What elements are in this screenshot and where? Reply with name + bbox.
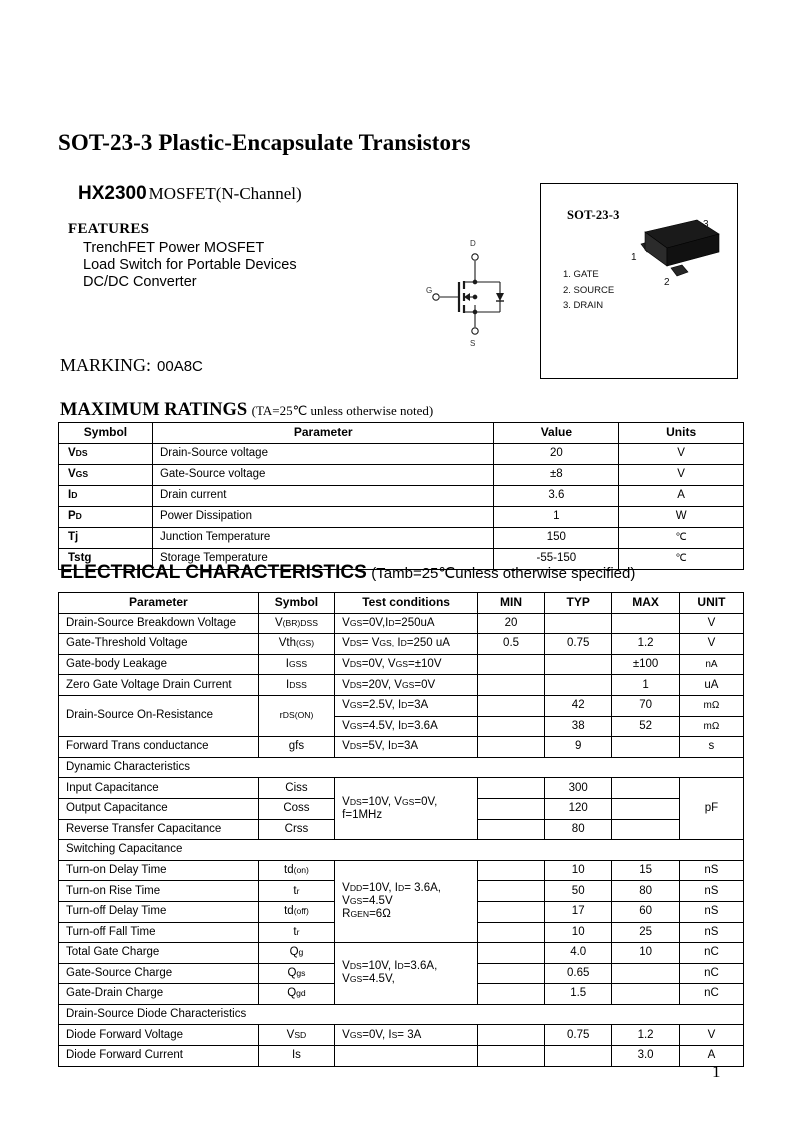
cell-symbol: Ciss bbox=[258, 778, 334, 799]
cell-unit: s bbox=[679, 737, 743, 758]
table-row bbox=[59, 507, 744, 528]
cell-typ bbox=[545, 613, 612, 634]
cell-unit: uA bbox=[679, 675, 743, 696]
cell-units: ℃ bbox=[619, 528, 744, 549]
cell-symbol: PD bbox=[59, 507, 153, 528]
cell-parameter: Gate-Source Charge bbox=[59, 963, 259, 984]
cell-max bbox=[612, 737, 680, 758]
cell-parameter: Reverse Transfer Capacitance bbox=[59, 819, 259, 840]
cell-typ bbox=[545, 675, 612, 696]
pin-number-1: 1 bbox=[631, 252, 637, 263]
max-ratings-table bbox=[58, 422, 744, 570]
col-typ: TYP bbox=[545, 593, 612, 614]
table-section-row bbox=[59, 757, 744, 778]
cell-conditions: VDD=10V, ID= 3.6A, VGS=4.5V RGEN=6Ω bbox=[335, 860, 478, 942]
max-ratings-heading bbox=[60, 400, 433, 421]
mosfet-symbol-icon bbox=[420, 235, 530, 350]
cell-parameter: Drain current bbox=[152, 486, 494, 507]
symbol-drain-label: D bbox=[470, 239, 476, 248]
cell-min bbox=[478, 860, 545, 881]
cell-max bbox=[612, 613, 680, 634]
cell-unit: nS bbox=[679, 922, 743, 943]
cell-symbol: Qg bbox=[258, 943, 334, 964]
cell-min bbox=[478, 654, 545, 675]
cell-min bbox=[478, 922, 545, 943]
cell-min bbox=[478, 1025, 545, 1046]
cell-max bbox=[612, 778, 680, 799]
cell-typ: 10 bbox=[545, 922, 612, 943]
cell-min bbox=[478, 798, 545, 819]
table-row bbox=[59, 613, 744, 634]
cell-symbol: IDSS bbox=[258, 675, 334, 696]
electrical-heading bbox=[60, 562, 635, 584]
cell-unit: nS bbox=[679, 881, 743, 902]
table-row bbox=[59, 695, 744, 716]
cell-value: -55-150 bbox=[494, 549, 619, 570]
cell-unit: nC bbox=[679, 963, 743, 984]
symbol-source-label: S bbox=[470, 339, 476, 348]
col-parameter: Parameter bbox=[152, 423, 494, 444]
cell-min bbox=[478, 695, 545, 716]
col-value: Value bbox=[494, 423, 619, 444]
package-title: SOT-23-3 bbox=[567, 208, 620, 222]
cell-max: 80 bbox=[612, 881, 680, 902]
cell-min bbox=[478, 881, 545, 902]
cell-max: 60 bbox=[612, 901, 680, 922]
cell-typ bbox=[545, 1046, 612, 1067]
cell-conditions: VGS=4.5V, ID=3.6A bbox=[335, 716, 478, 737]
cell-typ: 4.0 bbox=[545, 943, 612, 964]
section-header-diode: Drain-Source Diode Characteristics bbox=[59, 1004, 744, 1025]
package-diagram-box bbox=[540, 183, 738, 379]
col-max: MAX bbox=[612, 593, 680, 614]
symbol-gate-label: G bbox=[426, 286, 433, 295]
cell-symbol: Tj bbox=[59, 528, 153, 549]
cell-unit: mΩ bbox=[679, 716, 743, 737]
cell-unit: V bbox=[679, 634, 743, 655]
cell-unit: V bbox=[679, 613, 743, 634]
table-row bbox=[59, 654, 744, 675]
cell-symbol: VDS bbox=[59, 444, 153, 465]
cell-max: 52 bbox=[612, 716, 680, 737]
cell-parameter: Output Capacitance bbox=[59, 798, 259, 819]
cell-conditions: VDS=10V, VGS=0V, f=1MHz bbox=[335, 778, 478, 840]
cell-min bbox=[478, 737, 545, 758]
marking-label: MARKING: bbox=[60, 355, 152, 375]
col-symbol: Symbol bbox=[258, 593, 334, 614]
cell-max: 1 bbox=[612, 675, 680, 696]
cell-typ: 10 bbox=[545, 860, 612, 881]
cell-typ: 80 bbox=[545, 819, 612, 840]
cell-parameter: Drain-Source voltage bbox=[152, 444, 494, 465]
pin-number-3: 3 bbox=[703, 219, 709, 230]
cell-min bbox=[478, 778, 545, 799]
cell-max: ±100 bbox=[612, 654, 680, 675]
feature-item: TrenchFET Power MOSFET bbox=[83, 240, 265, 256]
table-row bbox=[59, 778, 744, 799]
cell-parameter: Storage Temperature bbox=[152, 549, 494, 570]
package-photo bbox=[619, 212, 729, 297]
table-row bbox=[59, 486, 744, 507]
cell-parameter: Diode Forward Voltage bbox=[59, 1025, 259, 1046]
col-symbol: Symbol bbox=[59, 423, 153, 444]
cell-min bbox=[478, 963, 545, 984]
cell-symbol: gfs bbox=[258, 737, 334, 758]
features-heading: FEATURES bbox=[68, 221, 150, 237]
table-header-row bbox=[59, 593, 744, 614]
table-row bbox=[59, 860, 744, 881]
cell-typ: 0.75 bbox=[545, 634, 612, 655]
cell-symbol: VSD bbox=[258, 1025, 334, 1046]
table-row bbox=[59, 943, 744, 964]
cell-units: A bbox=[619, 486, 744, 507]
cell-parameter: Gate-Threshold Voltage bbox=[59, 634, 259, 655]
cell-min bbox=[478, 901, 545, 922]
cell-unit: nC bbox=[679, 984, 743, 1005]
cell-parameter: Drain-Source On-Resistance bbox=[59, 695, 259, 736]
features-list bbox=[83, 240, 297, 291]
cell-conditions: VDS=20V, VGS=0V bbox=[335, 675, 478, 696]
cell-max bbox=[612, 798, 680, 819]
cell-max: 1.2 bbox=[612, 1025, 680, 1046]
feature-item: DC/DC Converter bbox=[83, 274, 197, 290]
cell-max: 70 bbox=[612, 695, 680, 716]
part-description: MOSFET(N-Channel) bbox=[148, 184, 302, 203]
table-row bbox=[59, 1025, 744, 1046]
cell-parameter: Gate-body Leakage bbox=[59, 654, 259, 675]
cell-conditions: VGS=0V,ID=250uA bbox=[335, 613, 478, 634]
cell-typ: 42 bbox=[545, 695, 612, 716]
cell-units: W bbox=[619, 507, 744, 528]
electrical-characteristics-table bbox=[58, 592, 744, 1067]
table-row bbox=[59, 634, 744, 655]
cell-max: 3.0 bbox=[612, 1046, 680, 1067]
table-row bbox=[59, 675, 744, 696]
page-title: SOT-23-3 Plastic-Encapsulate Transistors bbox=[58, 130, 471, 155]
cell-unit: nA bbox=[679, 654, 743, 675]
cell-typ: 0.75 bbox=[545, 1025, 612, 1046]
mosfet-symbol-diagram bbox=[420, 235, 530, 350]
cell-parameter: Drain-Source Breakdown Voltage bbox=[59, 613, 259, 634]
cell-typ: 1.5 bbox=[545, 984, 612, 1005]
cell-parameter: Gate-Drain Charge bbox=[59, 984, 259, 1005]
col-min: MIN bbox=[478, 593, 545, 614]
cell-max bbox=[612, 963, 680, 984]
cell-typ: 9 bbox=[545, 737, 612, 758]
section-header-dynamic: Dynamic Characteristics bbox=[59, 757, 744, 778]
marking bbox=[60, 355, 203, 376]
cell-unit: nS bbox=[679, 901, 743, 922]
cell-min bbox=[478, 984, 545, 1005]
cell-typ: 17 bbox=[545, 901, 612, 922]
max-ratings-note: (TA=25℃ unless otherwise noted) bbox=[251, 403, 434, 418]
cell-min: 0.5 bbox=[478, 634, 545, 655]
part-heading bbox=[78, 183, 302, 205]
table-row bbox=[59, 444, 744, 465]
cell-symbol: ID bbox=[59, 486, 153, 507]
cell-symbol: Is bbox=[258, 1046, 334, 1067]
cell-units: V bbox=[619, 465, 744, 486]
table-row bbox=[59, 465, 744, 486]
cell-parameter: Input Capacitance bbox=[59, 778, 259, 799]
cell-typ: 120 bbox=[545, 798, 612, 819]
cell-unit: V bbox=[679, 1025, 743, 1046]
cell-max: 15 bbox=[612, 860, 680, 881]
cell-max bbox=[612, 819, 680, 840]
cell-symbol: Crss bbox=[258, 819, 334, 840]
marking-value: 00A8C bbox=[157, 358, 203, 375]
cell-unit: pF bbox=[679, 778, 743, 840]
table-row bbox=[59, 1046, 744, 1067]
cell-unit: nC bbox=[679, 943, 743, 964]
cell-max: 25 bbox=[612, 922, 680, 943]
cell-symbol: tr bbox=[258, 922, 334, 943]
cell-symbol: Qgd bbox=[258, 984, 334, 1005]
cell-max bbox=[612, 984, 680, 1005]
part-number: HX2300 bbox=[78, 183, 147, 204]
page-number: 1 bbox=[712, 1062, 721, 1081]
cell-min bbox=[478, 943, 545, 964]
col-units: Units bbox=[619, 423, 744, 444]
col-test-conditions: Test conditions bbox=[335, 593, 478, 614]
cell-typ: 38 bbox=[545, 716, 612, 737]
cell-parameter: Total Gate Charge bbox=[59, 943, 259, 964]
cell-value: 150 bbox=[494, 528, 619, 549]
cell-units: ℃ bbox=[619, 549, 744, 570]
sot23-package-icon bbox=[619, 212, 729, 297]
package-pin-item: 1. GATE bbox=[563, 269, 599, 280]
cell-symbol: td(off) bbox=[258, 901, 334, 922]
cell-symbol: td(on) bbox=[258, 860, 334, 881]
max-ratings-title: MAXIMUM RATINGS bbox=[60, 400, 248, 420]
cell-value: 20 bbox=[494, 444, 619, 465]
cell-symbol: V(BR)DSS bbox=[258, 613, 334, 634]
cell-unit: A bbox=[679, 1046, 743, 1067]
table-section-row bbox=[59, 1004, 744, 1025]
cell-symbol: rDS(ON) bbox=[258, 695, 334, 736]
cell-conditions: VDS= VGS, ID=250 uA bbox=[335, 634, 478, 655]
cell-symbol: Tstg bbox=[59, 549, 153, 570]
cell-typ: 0.65 bbox=[545, 963, 612, 984]
cell-units: V bbox=[619, 444, 744, 465]
table-section-row bbox=[59, 840, 744, 861]
cell-typ bbox=[545, 654, 612, 675]
cell-max: 1.2 bbox=[612, 634, 680, 655]
feature-item: Load Switch for Portable Devices bbox=[83, 257, 297, 273]
cell-conditions: VGS=2.5V, ID=3A bbox=[335, 695, 478, 716]
cell-unit: mΩ bbox=[679, 695, 743, 716]
cell-symbol: tr bbox=[258, 881, 334, 902]
cell-parameter: Power Dissipation bbox=[152, 507, 494, 528]
cell-symbol: Qgs bbox=[258, 963, 334, 984]
cell-min bbox=[478, 675, 545, 696]
cell-parameter: Zero Gate Voltage Drain Current bbox=[59, 675, 259, 696]
cell-parameter: Junction Temperature bbox=[152, 528, 494, 549]
cell-min bbox=[478, 819, 545, 840]
table-row bbox=[59, 528, 744, 549]
cell-symbol: IGSS bbox=[258, 654, 334, 675]
electrical-title: ELECTRICAL CHARACTERISTICS bbox=[60, 562, 367, 583]
cell-parameter: Turn-off Delay Time bbox=[59, 901, 259, 922]
cell-typ: 300 bbox=[545, 778, 612, 799]
electrical-note: (Tamb=25℃unless otherwise specified) bbox=[371, 565, 636, 582]
cell-max: 10 bbox=[612, 943, 680, 964]
cell-symbol: Vth(GS) bbox=[258, 634, 334, 655]
cell-parameter: Forward Trans conductance bbox=[59, 737, 259, 758]
cell-value: 1 bbox=[494, 507, 619, 528]
cell-min bbox=[478, 716, 545, 737]
pin-number-2: 2 bbox=[664, 277, 670, 288]
col-unit: UNIT bbox=[679, 593, 743, 614]
package-pin-list bbox=[563, 267, 614, 314]
table-header-row bbox=[59, 423, 744, 444]
package-pin-item: 2. SOURCE bbox=[563, 284, 615, 296]
cell-min bbox=[478, 1046, 545, 1067]
cell-symbol: VGS bbox=[59, 465, 153, 486]
cell-conditions: VDS=0V, VGS=±10V bbox=[335, 654, 478, 675]
cell-parameter: Gate-Source voltage bbox=[152, 465, 494, 486]
cell-conditions: VDS=5V, ID=3A bbox=[335, 737, 478, 758]
cell-parameter: Turn-on Rise Time bbox=[59, 881, 259, 902]
cell-typ: 50 bbox=[545, 881, 612, 902]
cell-conditions bbox=[335, 1046, 478, 1067]
cell-value: 3.6 bbox=[494, 486, 619, 507]
cell-unit: nS bbox=[679, 860, 743, 881]
cell-symbol: Coss bbox=[258, 798, 334, 819]
cell-value: ±8 bbox=[494, 465, 619, 486]
cell-conditions: VGS=0V, IS= 3A bbox=[335, 1025, 478, 1046]
section-header-switching: Switching Capacitance bbox=[59, 840, 744, 861]
col-parameter: Parameter bbox=[59, 593, 259, 614]
cell-parameter: Turn-off Fall Time bbox=[59, 922, 259, 943]
package-pin-item: 3. DRAIN bbox=[563, 300, 604, 311]
cell-parameter: Diode Forward Current bbox=[59, 1046, 259, 1067]
table-row bbox=[59, 737, 744, 758]
cell-min: 20 bbox=[478, 613, 545, 634]
cell-parameter: Turn-on Delay Time bbox=[59, 860, 259, 881]
cell-conditions: VDS=10V, ID=3.6A, VGS=4.5V, bbox=[335, 943, 478, 1005]
